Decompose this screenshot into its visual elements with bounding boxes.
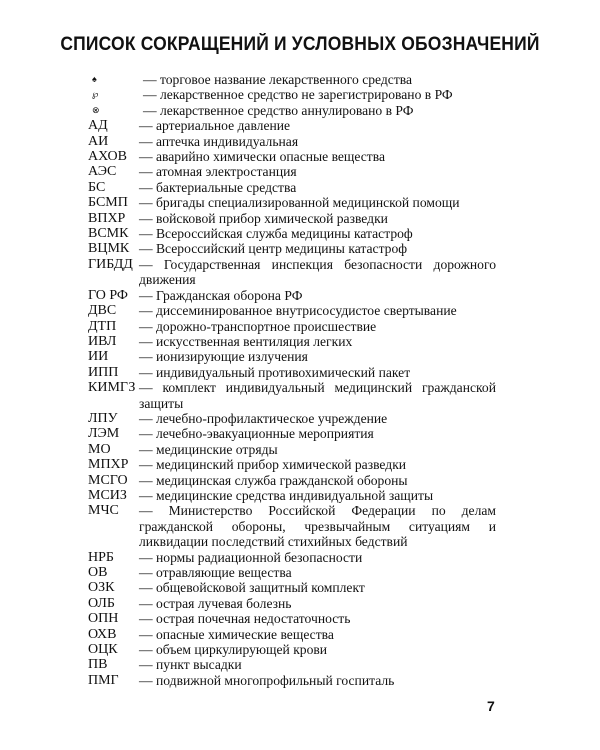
definition: — Всероссийская служба медицины катастроф	[139, 226, 413, 242]
list-item	[88, 226, 496, 241]
list-item	[88, 380, 496, 411]
abbreviation: ПМГ	[88, 672, 119, 688]
abbreviation-list	[88, 72, 496, 688]
definition: — опасные химические вещества	[139, 626, 334, 642]
definition: — лекарственное средство не зарегистрировано в РФ	[143, 87, 453, 103]
abbreviation: ОВ	[88, 565, 108, 580]
list-item	[88, 72, 496, 87]
definition: — аптечка индивидуальная	[139, 133, 299, 149]
list-item	[88, 488, 496, 503]
abbreviation: ОЦК	[88, 642, 118, 658]
definition: — бригады специализированной медицинской помощи	[139, 195, 460, 211]
definition: — нормы радиационной безопасности	[139, 549, 363, 565]
list-item	[88, 118, 496, 133]
definition: — отравляющие вещества	[139, 565, 292, 580]
definition: — подвижной многопрофильный госпиталь	[139, 672, 395, 688]
abbreviation: КИМГЗ	[88, 380, 136, 396]
abbreviation: АД	[88, 118, 108, 134]
definition: — объем циркулирующей крови	[139, 642, 328, 658]
definition: — ионизирующие излучения	[139, 349, 308, 365]
definition: — медицинские средства индивидуальной защиты	[139, 487, 434, 503]
list-item	[88, 426, 496, 441]
definition: — лечебно-профилактическое учреждение	[139, 410, 388, 426]
definition: — бактериальные средства	[139, 179, 297, 195]
abbreviation: БС	[88, 179, 106, 195]
abbreviation: ИВЛ	[88, 333, 117, 349]
definition: — острая почечная недостаточность	[139, 611, 351, 627]
definition: — острая лучевая болезнь	[139, 595, 292, 611]
abbreviation: МЧС	[88, 503, 119, 519]
abbreviation: АЭС	[88, 164, 117, 180]
list-item	[88, 642, 496, 657]
abbreviation: ОХВ	[88, 626, 117, 642]
abbreviation: ВСМК	[88, 226, 129, 242]
abbreviation: ПВ	[88, 657, 108, 673]
abbreviation: ЛПУ	[88, 410, 118, 426]
list-item	[88, 473, 496, 488]
page-title: СПИСОК СОКРАЩЕНИЙ И УСЛОВНЫХ ОБОЗНАЧЕНИЙ	[60, 34, 540, 55]
definition: — артериальное давление	[139, 118, 291, 134]
abbreviation: ИИ	[88, 349, 109, 365]
list-item	[88, 503, 496, 549]
symbol-icon: ⊗	[92, 104, 100, 115]
abbreviation: ИПП	[88, 364, 119, 380]
definition: — медицинские отряды	[139, 441, 278, 457]
page-number: 7	[487, 698, 495, 714]
abbreviation: ВЦМК	[88, 241, 130, 257]
list-item	[88, 596, 496, 611]
list-item	[88, 149, 496, 164]
list-item	[88, 257, 496, 288]
list-item	[88, 211, 496, 226]
list-item	[88, 550, 496, 565]
list-item	[88, 288, 496, 303]
definition: — медицинская служба гражданской обороны	[139, 472, 408, 488]
definition: — торговое название лекарственного средства	[143, 72, 413, 87]
abbreviation: БСМП	[88, 195, 128, 211]
abbreviation: ВПХР	[88, 210, 126, 226]
abbreviation: ОПН	[88, 611, 119, 627]
list-item	[88, 349, 496, 364]
list-item	[88, 87, 496, 102]
definition: — Гражданская оборона РФ	[139, 287, 303, 303]
list-item	[88, 580, 496, 595]
list-item	[88, 134, 496, 149]
abbreviation: ДТП	[88, 318, 117, 334]
definition: — лечебно-эвакуационные мероприятия	[139, 426, 374, 442]
list-item	[88, 565, 496, 580]
definition: — комплект индивидуальный медицинский гражданской защиты	[139, 380, 496, 411]
list-item	[88, 195, 496, 210]
abbreviation: ЛЭМ	[88, 426, 120, 442]
list-item	[88, 103, 496, 118]
definition: — аварийно химически опасные вещества	[139, 149, 386, 165]
abbreviation: ОЛБ	[88, 595, 115, 611]
list-item	[88, 164, 496, 179]
list-item	[88, 611, 496, 626]
list-item	[88, 411, 496, 426]
definition: — пункт высадки	[139, 657, 242, 673]
list-item	[88, 457, 496, 472]
abbreviation: ГИБДД	[88, 256, 133, 272]
definition: — общевойсковой защитный комплект	[139, 580, 365, 596]
abbreviation: ДВС	[88, 303, 117, 319]
list-item	[88, 319, 496, 334]
list-item	[88, 334, 496, 349]
definition: — атомная электростанция	[139, 164, 297, 180]
abbreviation: МПХР	[88, 457, 129, 473]
list-item	[88, 673, 496, 688]
definition: — Министерство Российской Федерации по делам гражданской обороны, чрезвычайным ситуациям и ликвидации последствий стихийных бедствий	[139, 503, 496, 550]
list-item	[88, 657, 496, 672]
list-item	[88, 365, 496, 380]
definition: — Всероссийский центр медицины катастроф	[139, 241, 408, 257]
abbreviation: АИ	[88, 133, 109, 149]
list-item	[88, 627, 496, 642]
definition: — Государственная инспекция безопасности дорожного движения	[139, 256, 496, 288]
list-item	[88, 241, 496, 256]
abbreviation: ГО РФ	[88, 287, 128, 303]
definition: — дорожно-транспортное происшествие	[139, 318, 377, 334]
list-item	[88, 442, 496, 457]
list-item	[88, 303, 496, 318]
definition: — диссеминированное внутрисосудистое свертывание	[139, 303, 457, 319]
definition: — индивидуальный противохимический пакет	[139, 364, 411, 380]
abbreviation: МСИЗ	[88, 487, 127, 503]
list-item	[88, 180, 496, 195]
abbreviation: МО	[88, 441, 111, 457]
definition: — искусственная вентиляция легких	[139, 333, 353, 349]
definition: — медицинский прибор химической разведки	[139, 457, 407, 473]
abbreviation: НРБ	[88, 549, 114, 565]
abbreviation: ОЗК	[88, 580, 115, 596]
abbreviation: АХОВ	[88, 149, 127, 165]
symbol-icon: ♠	[92, 74, 97, 84]
definition: — лекарственное средство аннулировано в РФ	[143, 102, 414, 118]
abbreviation: МСГО	[88, 472, 128, 488]
definition: — войсковой прибор химической разведки	[139, 210, 388, 226]
symbol-icon: ℘	[92, 89, 99, 100]
